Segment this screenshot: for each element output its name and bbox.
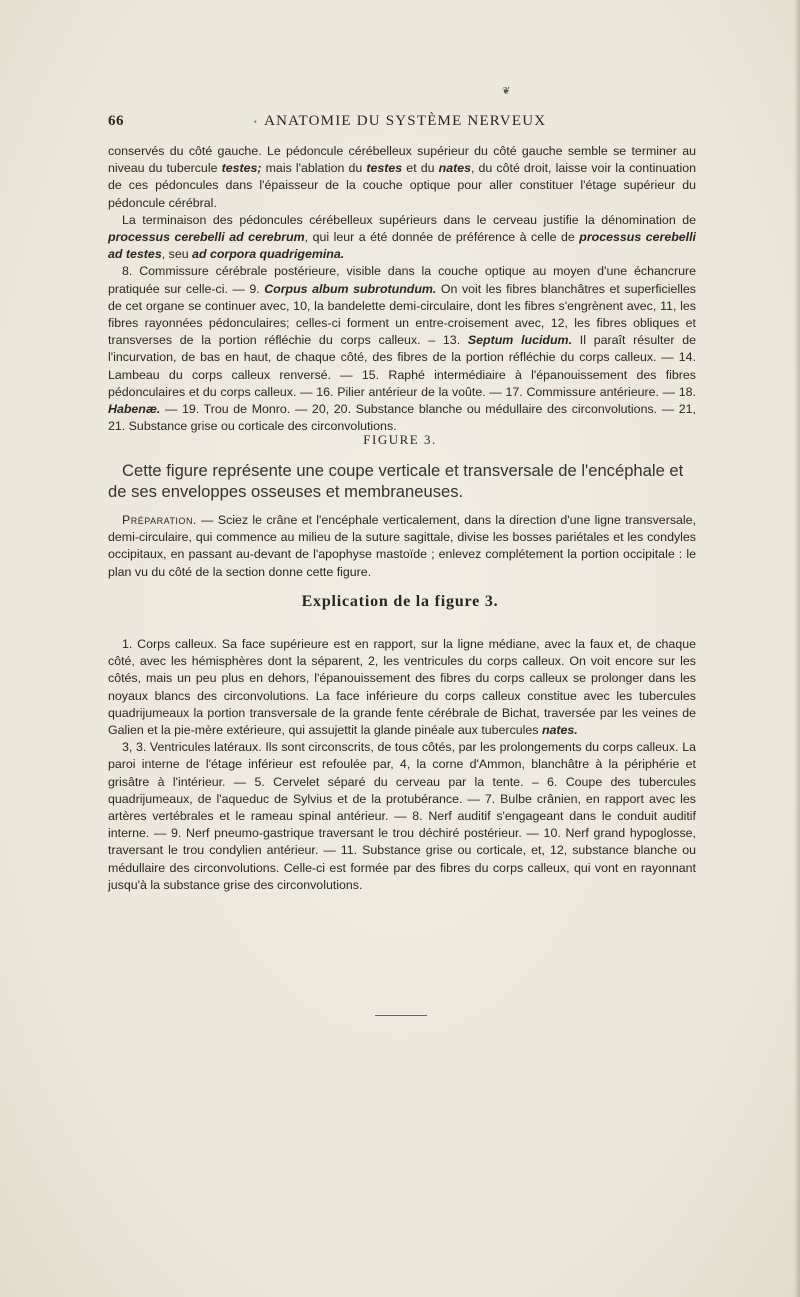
text-run: 1. Corps calleux. Sa face supérieure est en rapport, sur la ligne médiane, avec la faux et, de chaque côté, avec les hémisphères dont la séparent, 2, les ventricules du corps calleux. On voit encore sur les côtés, mais un peu plus en dehors, l'épanouissement des fibres du corps calleux se prolonger dans les noyaux blancs des circonvolutions. La face inférieure du corps calleux constitue avec les tubercules quadrijumeaux la portion transversale de la grande fente cérébrale de Bichat, traversée par les veines de Galien et la pie-mère extérieure, qui assujettit la glande pinéale aux tubercules <box>108 637 696 738</box>
text-run: On voit les fibres blanchâtres et superficielles de cet organe se continuer avec, 10, la bandelette demi-circulaire, dont les fibres s'engrènent avec, 11, les fibres rayonnées pédonculaires; celles-ci forment un entre-croisement avec, 12, les fibres obliques et transverses de la portion réfléchie du corps calleux. – 13. <box>108 281 696 348</box>
italic-term: testes <box>366 161 403 176</box>
running-head <box>0 113 800 130</box>
text-run: , du côté droit, laisse voir la continuation de ces pédoncules dans l'épaisseur de la couche optique pour aller constituer l'étage supérieur du pédoncule cérébral. <box>108 161 696 210</box>
paragraph-pedoncule <box>108 143 696 212</box>
text-run: , seu <box>161 247 193 262</box>
figure-intro: Cette figure représente une coupe verticale et transversale de l'encéphale et de ses enveloppes osseuses et membraneuses. <box>108 461 684 501</box>
paragraph-legend-8-21 <box>108 263 696 435</box>
paragraph-terminaison <box>108 212 696 264</box>
figure-label: FIGURE 3. <box>363 432 437 447</box>
running-title: ANATOMIE DU SYSTÈME NERVEUX <box>264 113 547 129</box>
italic-term: nates. <box>541 723 578 738</box>
text-run: La terminaison des pédoncules cérébelleux supérieurs dans le cerveau justifie la dénomination de <box>122 212 696 227</box>
explication-text <box>108 636 696 894</box>
text-run: — 19. Trou de Monro. — 20, 20. Substance blanche ou médullaire des circonvolutions. — 21, 21. Substance grise ou corticale des circonvolutions. <box>108 402 696 434</box>
text-run: 8. Commissure cérébrale postérieure, visible dans la couche optique au moyen d'une échancrure pratiquée sur celle-ci. — 9. <box>108 264 696 296</box>
italic-term: Corpus album subrotundum. <box>264 281 437 296</box>
italic-term: ad corpora quadrigemina. <box>192 247 345 262</box>
ornament-mark: ❦ <box>502 86 511 97</box>
preparation-paragraph <box>108 512 696 581</box>
text-run: et du <box>402 161 439 176</box>
text-run: Il paraît résulter de l'incurvation, de bas en haut, de chaque côté, des fibres de la portion réfléchie du corps calleux. — 14. Lambeau du corps calleux renversé. — 15. Raphé intermédiaire à l'épanouissement des fibres pédonculaires et du corps calleux. — 16. Pilier antérieur de la voûte. — 17. Commissure antérieure. — 18. <box>108 333 697 399</box>
text-run: , qui leur a été donnée de préférence à celle de <box>304 230 580 245</box>
italic-term: Habenæ. <box>108 402 161 417</box>
dot-mark: • <box>253 116 259 127</box>
italic-term: nates <box>438 161 471 176</box>
continuation-text <box>108 143 696 435</box>
italic-term: processus cerebelli ad cerebrum <box>108 230 305 245</box>
paragraph-ventricules: 3, 3. Ventricules latéraux. Ils sont circonscrits, de tous côtés, par les prolongements du corps calleux. La paroi interne de l'étage inférieur est refoulée par, 4, la corne d'Ammon, blanchâtre à la périphérie et grisâtre à l'intérieur. — 5. Cervelet séparé du cerveau par la tente. – 6. Coupe des tubercules quadrijumeaux, de l'aqueduc de Sylvius et de la protubérance. — 7. Bulbe crânien, en rapport avec les artères vertébrales et le rameau spinal antérieur. — 8. Nerf auditif s'engageant dans le conduit auditif interne. — 9. Nerf pneumo-gastrique traversant le trou déchiré postérieur. — 10. Nerf grand hypoglosse, traversant le trou condylien antérieur. — 11. Substance grise ou corticale, et, 12, substance blanche ou médullaire des circonvolutions. Celle-ci est formée par des fibres du corps calleux, qui vont en rayonnant jusqu'à la substance grise des circonvolutions. <box>108 740 696 892</box>
text-run: conservés du côté gauche. Le pédoncule cérébelleux supérieur du côté gauche semble se terminer au niveau du tubercule <box>108 144 696 176</box>
paragraph-corps-calleux <box>108 636 696 739</box>
preparation-label: Préparation. <box>122 513 197 527</box>
text-run: mais l'ablation du <box>261 161 367 176</box>
italic-term: processus cerebelli ad testes <box>108 230 696 262</box>
page-edge-shadow <box>794 0 800 1297</box>
page-number: 66 <box>108 113 124 129</box>
preparation-text: — Sciez le crâne et l'encéphale verticalement, dans la direction d'une ligne transversale, demi-circulaire, qui commence au milieu de la suture sagittale, divise les bosses pariétales et les condyles occipitaux, en passant au-devant de l'apophyse mastoïde ; enlevez complétement la portion occipitale : le plan vu du côté de la section donne cette figure. <box>108 513 696 579</box>
closing-rule <box>375 1015 427 1016</box>
explication-title: Explication de la figure 3. <box>301 593 499 610</box>
italic-term: testes; <box>221 161 262 176</box>
italic-term: Septum lucidum. <box>467 333 573 348</box>
